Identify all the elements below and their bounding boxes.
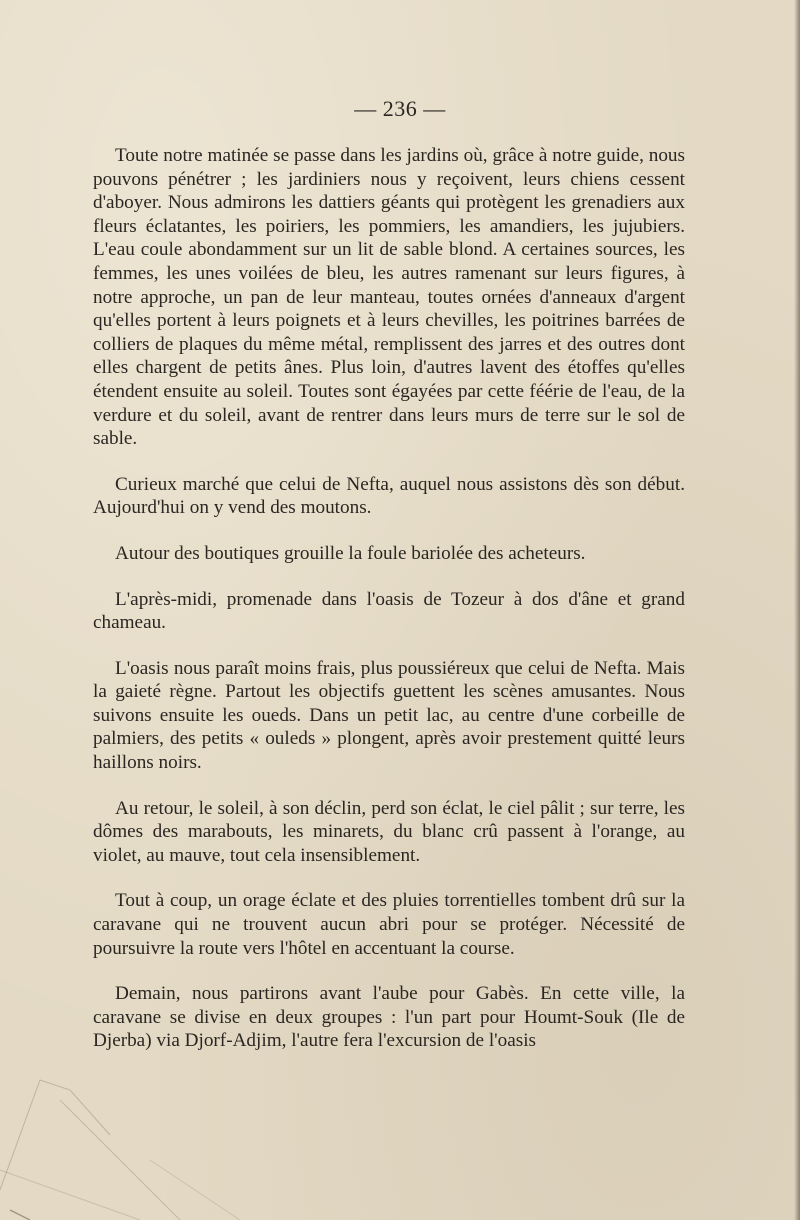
paragraph-storm: Tout à coup, un orage éclate et des pluies torrentielles tombent drû sur la caravane qui ne trouvent aucun abri pour se protéger. Nécessité de poursuivre la route vers l'hôtel en accentuant la course.	[93, 890, 685, 959]
page-edge-shadow	[794, 0, 800, 1220]
paragraph-nefta-market: Curieux marché que celui de Nefta, auquel nous assistons dès son début. Aujourd'hui on y vend des moutons.	[93, 473, 685, 519]
paragraph-gardens: Toute notre matinée se passe dans les jardins où, grâce à notre guide, nous pouvons pénétrer ; les jardiniers nous y reçoivent, leurs chiens cessent d'aboyer. Nous admirons les dattiers géants qui protègent les grenadiers aux fleurs éclatantes, les poiriers, les pommiers, les amandiers, les jujubiers. L'eau coule abondamment sur un lit de sable blond. A certaines sources, les femmes, les unes voilées de bleu, les autres ramenant sur leurs figures, à notre approche, un pan de leur manteau, toutes ornées d'anneaux d'argent qu'elles portent à leurs poignets et à leurs chevilles, les poitrines barrées de colliers de plaques du même métal, remplissent des jarres et des outres dont elles chargent de petits ânes. Plus loin, d'autres lavent des étoffes qu'elles étendent ensuite au soleil. Toutes sont égayées par cette féérie de l'eau, de la verdure et du soleil, avant de rentrer dans leurs murs de terre sur le sol de sable.	[93, 145, 685, 450]
paragraph-shops: Autour des boutiques grouille la foule bariolée des acheteurs.	[115, 542, 586, 564]
page-number: — 236 —	[354, 96, 446, 121]
paragraph-afternoon: L'après-midi, promenade dans l'oasis de Tozeur à dos d'âne et grand chameau.	[93, 588, 685, 634]
paragraph-return: Au retour, le soleil, à son déclin, perd son éclat, le ciel pâlit ; sur terre, les dômes des marabouts, les minarets, du blanc crû passent à l'orange, au violet, au mauve, tout cela insensiblement.	[93, 797, 685, 866]
paragraph-tomorrow: Demain, nous partirons avant l'aube pour Gabès. En cette ville, la caravane se divise en deux groupes : l'un part pour Houmt-Souk (Ile de Djerba) via Djorf-Adjim, l'autre fera l'excursion de l'oasis	[93, 983, 685, 1052]
paragraph-oasis: L'oasis nous paraît moins frais, plus poussiéreux que celui de Nefta. Mais la gaieté règne. Partout les objectifs guettent les scènes amusantes. Nous suivons ensuite les oueds. Dans un petit lac, au centre d'une corbeille de palmiers, des petits « ouleds » plongent, après avoir prestement quitté leurs haillons noirs.	[93, 657, 685, 774]
paper-crease-marks	[0, 1060, 800, 1220]
body-text	[93, 144, 685, 1053]
